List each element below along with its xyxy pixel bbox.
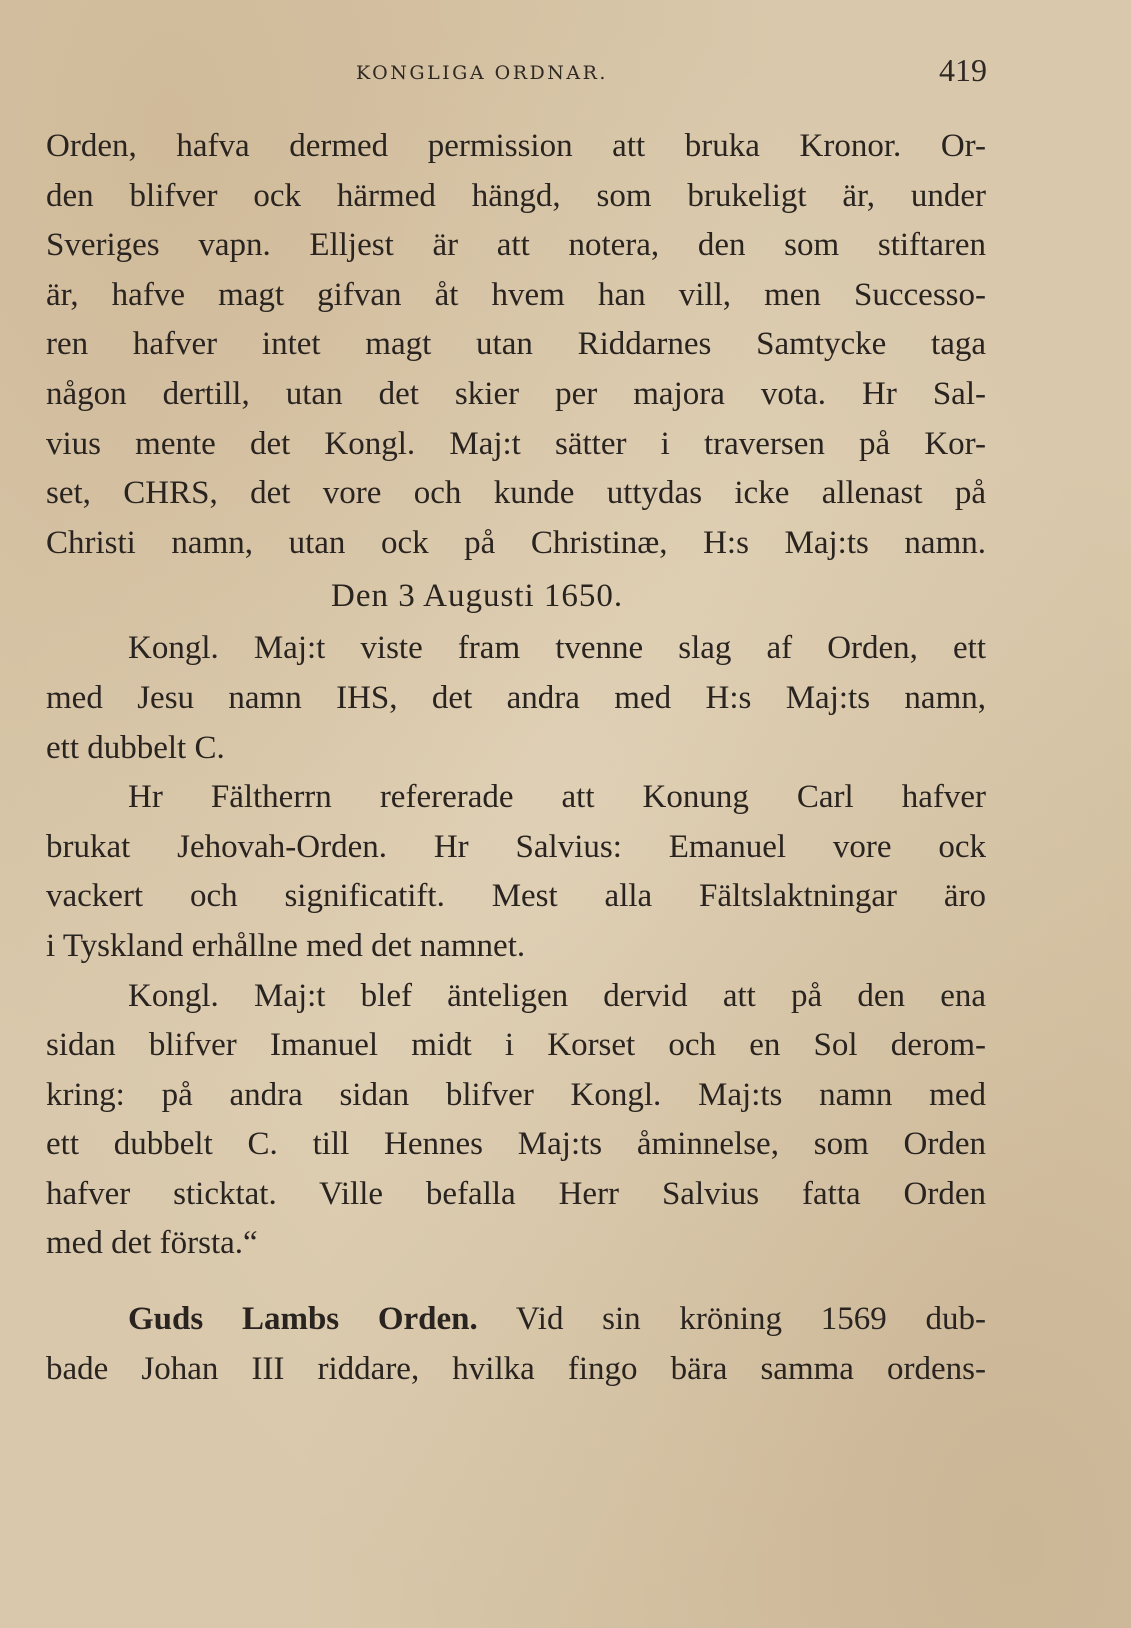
paragraph-3: [46, 773, 986, 971]
text-line: vackert och significatift. Mest alla Fältslaktningar äro: [46, 878, 986, 915]
text-line: Orden, hafva dermed permission att bruka Kronor. Or-: [46, 128, 986, 164]
text-line: med det första.“: [46, 1225, 258, 1262]
paragraph-4: [46, 972, 986, 1270]
text-line: kring: på andra sidan blifver Kongl. Maj:ts namn med: [46, 1076, 986, 1113]
text-line: någon dertill, utan det skier per majora vota. Hr Sal-: [46, 375, 986, 412]
text-line: i Tyskland erhållne med det namnet.: [46, 927, 526, 964]
text-line: den blifver ock härmed hängd, som brukeligt är, under: [46, 177, 986, 214]
text-line: vius mente det Kongl. Maj:t sätter i traversen på Kor-: [46, 425, 986, 462]
text-line: Sveriges vapn. Elljest är att notera, den som stiftaren: [46, 227, 986, 264]
text-line: brukat Jehovah-Orden. Hr Salvius: Emanuel vore ock: [46, 828, 986, 865]
text-line: Hr Fältherrn refererade att Konung Carl hafver: [128, 779, 986, 816]
text-line: set, CHRS, det vore och kunde uttydas icke allenast på: [46, 475, 986, 512]
paragraph-2: [46, 624, 986, 773]
text-line: [46, 1295, 986, 1345]
text-line: bade Johan III riddare, hvilka fingo bära samma ordens-: [46, 1350, 986, 1387]
text-line: ett dubbelt C.: [46, 729, 225, 766]
text-line-rest: Vid sin kröning 1569 dub-: [515, 1301, 986, 1338]
text-line: Kongl. Maj:t viste fram tvenne slag af Orden, ett: [128, 630, 986, 667]
page-header: [0, 52, 1131, 96]
text-line: är, hafve magt gifvan åt hvem han vill, men Successo-: [46, 276, 986, 313]
paragraph-5: [46, 1295, 986, 1394]
paragraph-gap: [46, 1269, 986, 1295]
text-line: hafver sticktat. Ville befalla Herr Salvius fatta Orden: [46, 1175, 986, 1212]
text-line: ren hafver intet magt utan Riddarnes Samtycke taga: [46, 326, 986, 363]
body-text: [46, 122, 986, 1394]
text-line: ett dubbelt C. till Hennes Maj:ts åminnelse, som Orden: [46, 1126, 986, 1163]
section-heading: Guds Lambs Orden.: [128, 1301, 478, 1338]
paragraph-1: [46, 122, 986, 568]
text-line: med Jesu namn IHS, det andra med H:s Maj:ts namn,: [46, 679, 986, 716]
text-line: Christi namn, utan ock på Christinæ, H:s Maj:ts namn.: [46, 524, 986, 561]
text-line: Kongl. Maj:t blef änteligen dervid att på den ena: [128, 977, 986, 1014]
page-number: 419: [939, 52, 987, 88]
date-heading: Den 3 Augusti 1650.: [331, 578, 624, 615]
running-title: KONGLIGA ORDNAR.: [356, 62, 608, 84]
text-line: sidan blifver Imanuel midt i Korset och en Sol derom-: [46, 1027, 986, 1064]
